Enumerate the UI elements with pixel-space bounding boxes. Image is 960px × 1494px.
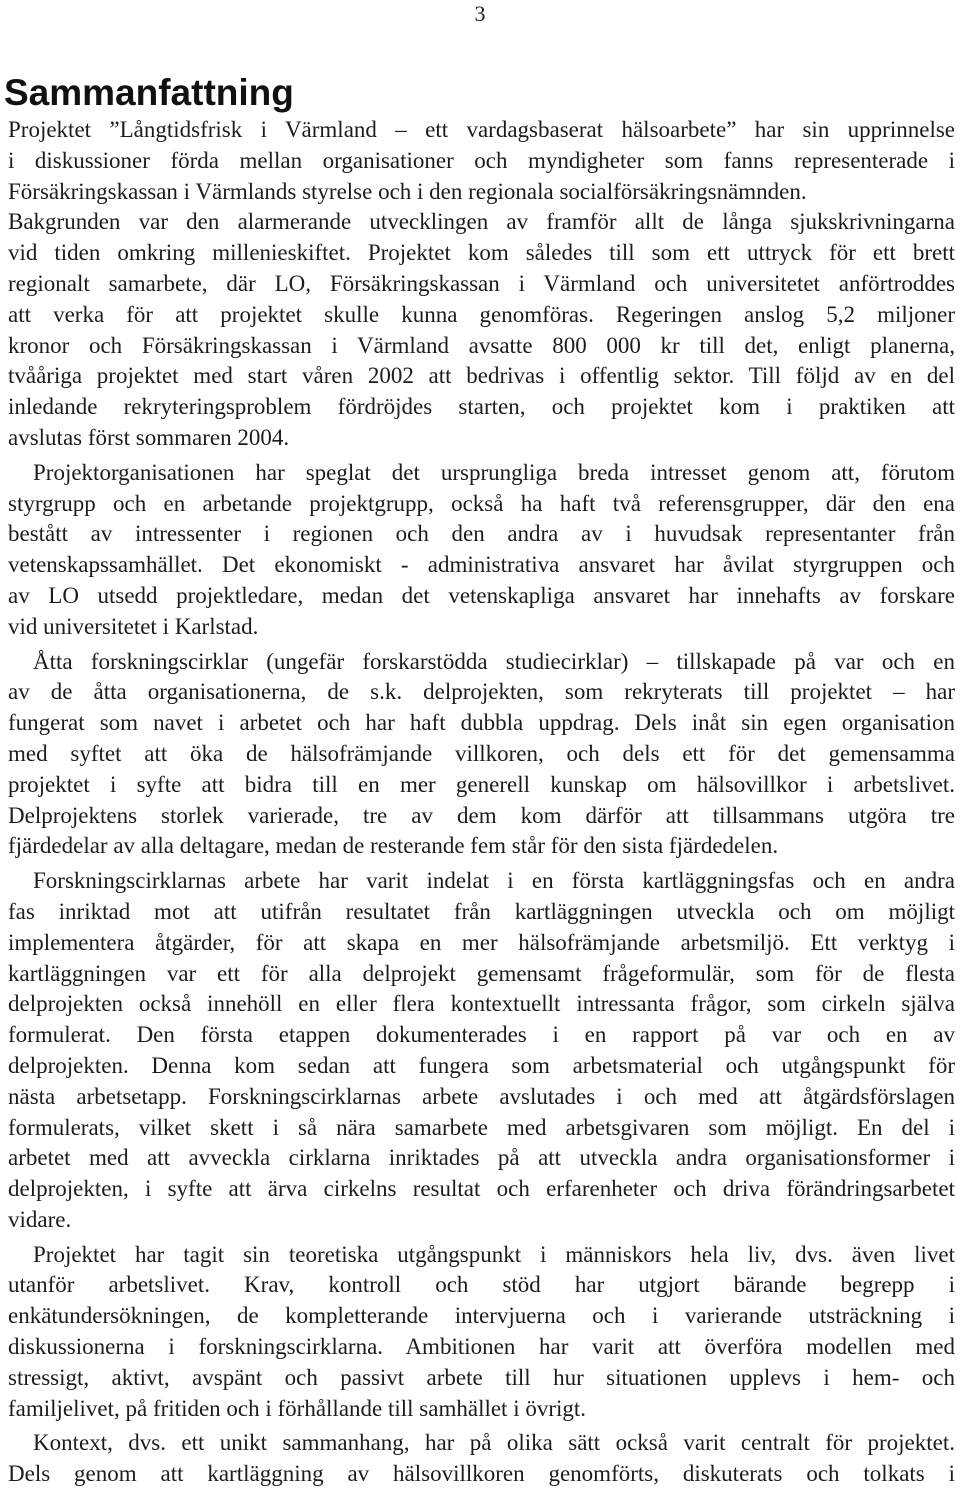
text-line: Forskningscirklarnas arbete har varit indelat i en första kartläggningsfas och en andra	[33, 868, 955, 894]
text-line: Bakgrunden var den alarmerande utvecklingen av framför allt de långa sjukskrivningarna	[8, 209, 955, 235]
text-line: utanför arbetslivet. Krav, kontroll och stöd har utgjort bärande begrepp i	[8, 1272, 955, 1298]
paragraph-1	[8, 115, 955, 454]
text-line: diskussionerna i forskningscirklarna. Ambitionen har varit att överföra modellen med	[8, 1334, 955, 1360]
text-line: projektet i syfte att bidra till en mer generell kunskap om hälsovillkor i arbetslivet.	[8, 771, 955, 797]
text-line: Åtta forskningscirklar (ungefär forskarstödda studiecirklar) – tillskapade på var och en	[33, 648, 955, 674]
text-line: vetenskapssamhället. Det ekonomiskt - administrativa ansvaret har åvilat styrgruppen och	[8, 552, 955, 578]
text-line: kronor och Försäkringskassan i Värmland avsatte 800 000 kr till det, enligt planerna,	[8, 332, 955, 358]
text-line: fas inriktad mot att utifrån resultatet från kartläggningen utveckla och om möjligt	[8, 898, 955, 924]
paragraph-2	[8, 458, 955, 643]
text-line: Dels genom att kartläggning av hälsovillkoren genomförts, diskuterats och tolkats i	[8, 1461, 955, 1487]
section-heading: Sammanfattning	[4, 72, 294, 113]
body-text	[8, 115, 955, 1494]
text-line: av LO utsedd projektledare, medan det vetenskapliga ansvaret har innehafts av forskare	[8, 582, 955, 608]
paragraph-4	[8, 866, 955, 1236]
text-line: delprojekten. Denna kom sedan att fungera som arbetsmaterial och utgångspunkt för	[8, 1052, 955, 1078]
text-line: formulerat. Den första etappen dokumenterades i en rapport på var och en av	[8, 1022, 955, 1048]
paragraph-5	[8, 1240, 955, 1425]
text-line: enkätundersökningen, de kompletterande intervjuerna och i varierande utsträckning i	[8, 1303, 955, 1329]
text-line: bestått av intressenter i regionen och den andra av i huvudsak representanter från	[8, 521, 955, 547]
text-line: vidare.	[8, 1206, 72, 1232]
text-line: kartläggningen var ett för alla delprojekt gemensamt frågeformulär, som för de flesta	[8, 960, 955, 986]
text-line: att verka för att projektet skulle kunna genomföras. Regeringen anslog 5,2 miljoner	[8, 301, 955, 327]
paragraph-6	[8, 1428, 955, 1490]
paragraph-3	[8, 647, 955, 863]
text-line: styrgrupp och en arbetande projektgrupp, också ha haft två referensgrupper, där den ena	[8, 490, 955, 516]
text-line: inledande rekryteringsproblem fördröjdes starten, och projektet kom i praktiken att	[8, 394, 955, 420]
text-line: Delprojektens storlek varierade, tre av dem kom därför att tillsammans utgöra tre	[8, 802, 955, 828]
text-line: formulerats, vilket skett i så nära samarbete med arbetsgivaren som möjligt. En del i	[8, 1114, 955, 1140]
text-line: delprojekten också innehöll en eller flera kontextuellt intressanta frågor, som cirkeln själva	[8, 991, 955, 1017]
text-line: implementera åtgärder, för att skapa en mer hälsofrämjande arbetsmiljö. Ett verktyg i	[8, 929, 955, 955]
text-line: fjärdedelar av alla deltagare, medan de resterande fem står för den sista fjärdedelen.	[8, 833, 779, 859]
text-line: delprojekten, i syfte att ärva cirkelns resultat och erfarenheter och driva förändringsarbetet	[8, 1176, 955, 1202]
text-line: med syftet att öka de hälsofrämjande villkoren, och dels ett för det gemensamma	[8, 740, 955, 766]
text-line: nästa arbetsetapp. Forskningscirklarnas arbete avslutades i och med att åtgärdsförslagen	[8, 1083, 955, 1109]
page-number: 3	[474, 1, 486, 26]
text-line: vid tiden omkring millenieskiftet. Projektet kom således till som ett uttryck för ett brett	[8, 240, 955, 266]
text-line: Projektorganisationen har speglat det ursprungliga breda intresset genom att, förutom	[33, 459, 955, 485]
text-line: avslutas först sommaren 2004.	[8, 424, 290, 450]
text-line: tvååriga projektet med start våren 2002 att bedrivas i offentlig sektor. Till följd av en del	[8, 363, 955, 389]
text-line: stressigt, aktivt, avspänt och passivt arbete till hur situationen upplevs i hem- och	[8, 1364, 955, 1390]
text-line: i diskussioner förda mellan organisationer och myndigheter som fanns representerade i	[8, 147, 955, 173]
text-line: av de åtta organisationerna, de s.k. delprojekten, som rekryterats till projektet – har	[8, 679, 955, 705]
text-line: regionalt samarbete, där LO, Försäkringskassan i Värmland och universitetet anförtroddes	[8, 270, 955, 296]
text-line: arbetet med att avveckla cirklarna inriktades på att utveckla andra organisationsformer i	[8, 1145, 955, 1171]
text-line: fungerat som navet i arbetet och har haft dubbla uppdrag. Dels inåt sin egen organisation	[8, 710, 955, 736]
text-line: Projektet ”Långtidsfrisk i Värmland – ett vardagsbaserat hälsoarbete” har sin upprinnelse	[8, 117, 955, 142]
text-line: familjelivet, på fritiden och i förhållande till samhället i övrigt.	[8, 1395, 587, 1421]
text-line: vid universitetet i Karlstad.	[8, 613, 259, 639]
text-line: Projektet har tagit sin teoretiska utgångspunkt i människors hela liv, dvs. även livet	[33, 1241, 955, 1267]
text-line: Försäkringskassan i Värmlands styrelse och i den regionala socialförsäkringsnämnden.	[8, 178, 807, 204]
text-line: Kontext, dvs. ett unikt sammanhang, har på olika sätt också varit centralt för projektet.	[33, 1430, 955, 1456]
